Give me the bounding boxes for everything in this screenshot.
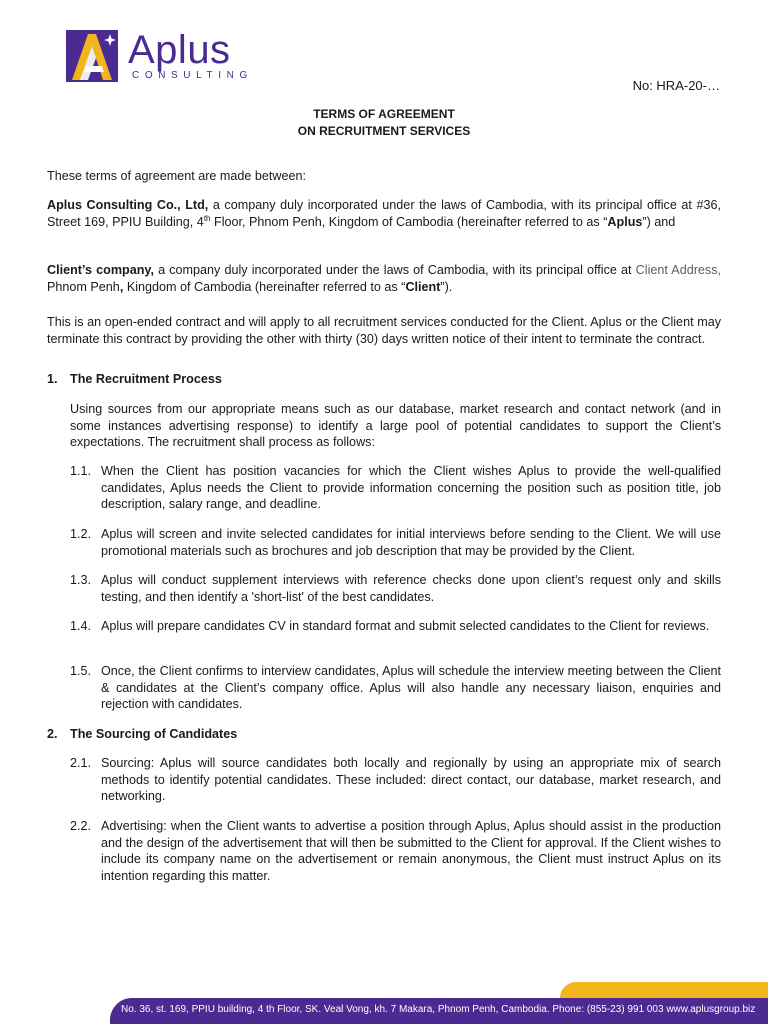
clause-text: Advertising: when the Client wants to advertise a position through Aplus, Aplus should assist in the production and the design of the advertisement that will then be submitted to the Client for approval. If the Client wishes to include its company name on the advertisement or remain anonymous, the Client must instruct Aplus on its intention regarding this matter. [101,819,721,884]
clause-text: Sourcing: Aplus will source candidates both locally and regionally by using an appropriate mix of search methods to identify potential candidates. These included: direct contact, our database, market research, and networking. [101,756,721,804]
logo-wordmark: Aplus [128,28,231,72]
section1-heading: The Recruitment Process [70,372,222,386]
party-aplus-paragraph: Aplus Consulting Co., Ltd, a company duly incorporated under the laws of Cambodia, with its principal office at #36, Street 169, PPIU Building, 4th Floor, Phnom Penh, Kingdom of Cambodia (hereinafter referred to as “Aplus”) and [47,198,721,229]
party-client-name: Client’s company, [47,263,154,277]
section2-heading: The Sourcing of Candidates [70,727,238,741]
document-number: No: HRA-20-… [632,78,720,93]
section1-intro: Using sources from our appropriate means such as our database, market research and contact network (and in some instances advertising response) to identify a large pool of potential candidates to support the Client’s expectations. The recruitment shall process as follows: [70,402,721,450]
logo-subtitle: CONSULTING [132,70,253,81]
company-logo [66,30,256,82]
party-aplus-name: Aplus Consulting Co., Ltd, [47,198,209,212]
clause-number: 1.4. [70,619,92,633]
clause-text: Once, the Client confirms to interview candidates, Aplus will schedule the interview meeting between the Client & candidates at the Client’s company office. Aplus will also handle any necessary liaison, enquiries and rejection with candidates. [101,664,721,712]
section2-number: 2. [47,727,58,741]
section1-number: 1. [47,372,58,386]
footer-address: No. 36, st. 169, PPIU building, 4 th Floor, SK. Veal Vong, kh. 7 Makara, Phnom Penh, Cambodia. Phone: (855-23) 991 003 www.aplusgroup.biz [121,1004,756,1015]
clause-text: Aplus will screen and invite selected candidates for initial interviews before sending to the Client. We will use promotional materials such as brochures and job description that may be provided by the Client. [101,527,721,558]
clause-number: 2.2. [70,819,92,833]
clause-text: Aplus will conduct supplement interviews with reference checks done upon client’s request only and skills testing, and then identify a 'short-list' of the best candidates. [101,573,721,604]
intro-paragraph: These terms of agreement are made between: [47,169,307,183]
clause-number: 1.3. [70,573,92,587]
clause-text: Aplus will prepare candidates CV in standard format and submit selected candidates to the Client for reviews. [101,619,710,633]
clause-number: 1.1. [70,464,92,478]
clause-text: When the Client has position vacancies for which the Client wishes Aplus to provide the well-qualified candidates, Aplus needs the Client to provide information concerning the position such as position title, job description, salary range, and deadline. [101,464,721,512]
party-client-paragraph: Client’s company, a company duly incorporated under the laws of Cambodia, with its principal office at Client Address, Phnom Penh, Kingdom of Cambodia (hereinafter referred to as “Client”). [47,263,721,294]
aplus-logo-icon [66,30,118,82]
open-ended-paragraph: This is an open-ended contract and will apply to all recruitment services conducted for the Client. Aplus or the Client may terminate this contract by providing the other with thirty (30) days written notice of their intent to terminate the contract. [47,315,721,346]
clause-number: 1.2. [70,527,92,541]
client-address-placeholder: Client Address, [635,263,721,277]
document-title-line2: ON RECRUITMENT SERVICES [297,124,471,138]
document-title-line1: TERMS OF AGREEMENT [313,107,455,121]
clause-number: 2.1. [70,756,92,770]
clause-number: 1.5. [70,664,92,678]
